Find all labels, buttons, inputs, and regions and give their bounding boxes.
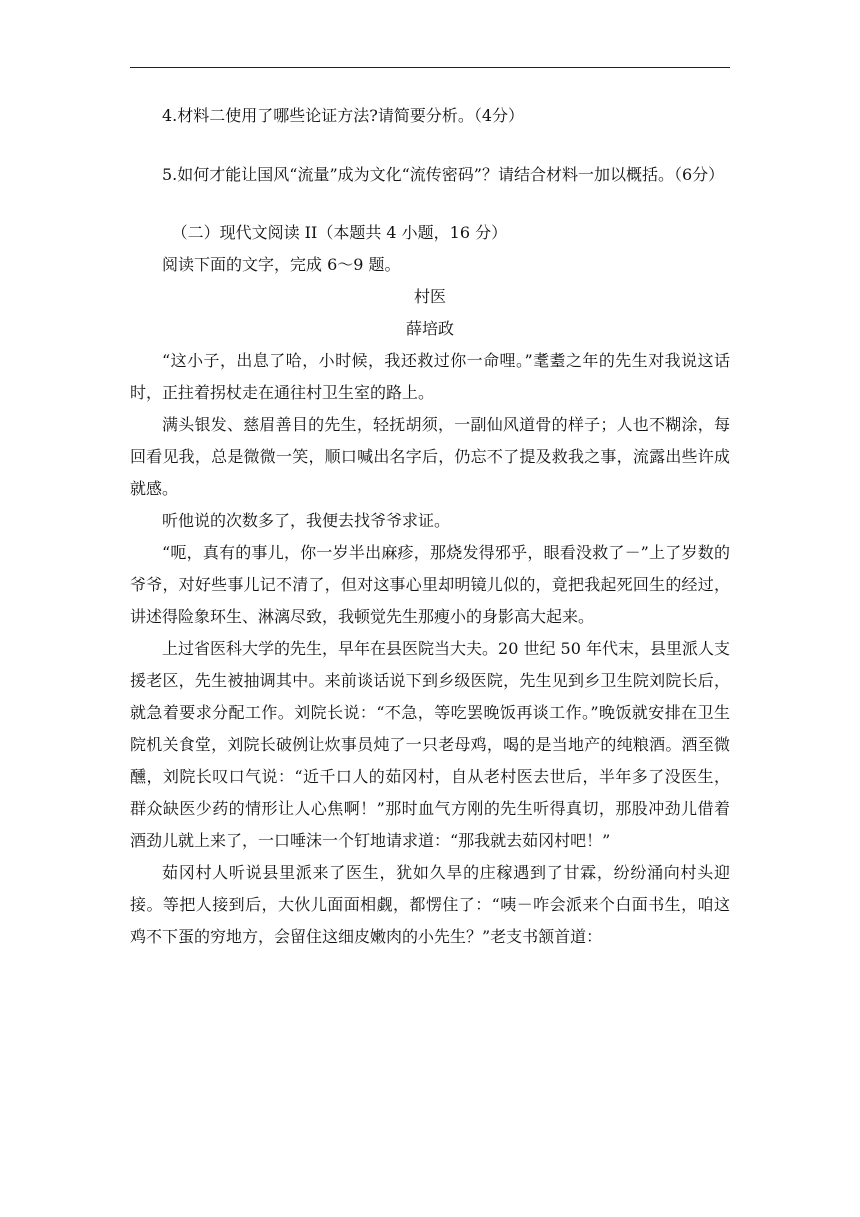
story-paragraph-4: “呃，真有的事儿，你一岁半出麻疹，那烧发得邪乎，眼看没救了－”上了岁数的爷爷，对好些事儿记不清了，但对这事心里却明镜儿似的，竟把我起死回生的经过，讲述得险象环生、淋漓尽致，我顿觉先生那瘦小的身影高大起来。	[130, 543, 730, 626]
question-5: 5.如何才能让国风“流量”成为文化“流传密码”？请结合材料一加以概括。（6分）	[162, 165, 725, 184]
story-paragraph-5: 上过省医科大学的先生，早年在县医院当大夫。20 世纪 50 年代末，县里派人支援老区，先生被抽调其中。来前谈话说下到乡级医院，先生见到乡卫生院刘院长后，就急着要求分配工作。刘院长说：“不急，等吃罢晚饭再谈工作。”晚饭就安排在卫生院机关食堂，刘院长破例让炊事员炖了一只老母鸡，喝的是当地产的纯粮酒。酒至微醺，刘院长叹口气说：“近千口人的茹冈村，自从老村医去世后，半年多了没医生，群众缺医少药的情形让人心焦啊！”那时血气方刚的先生听得真切，那股冲劲儿借着酒劲儿就上来了，一口唾沫一个钉地请求道：“那我就去茹冈村吧！”	[130, 639, 730, 850]
story-paragraph-6: 茹冈村人听说县里派来了医生，犹如久旱的庄稼遇到了甘霖，纷纷涌向村头迎接。等把人接到后，大伙儿面面相觑，都愣住了：“咦－咋会派来个白面书生，咱这鸡不下蛋的穷地方，会留住这细皮嫩肉的小先生？”老支书颔首道：	[130, 863, 730, 946]
question-4: 4.材料二使用了哪些论证方法?请简要分析。（4分）	[162, 106, 525, 125]
story-paragraph-3: 听他说的次数多了，我便去找爷爷求证。	[162, 511, 451, 530]
reading-instruction: 阅读下面的文字，完成 6～9 题。	[162, 255, 401, 274]
story-title: 村医	[413, 287, 446, 306]
page-content	[130, 100, 730, 953]
story-paragraph-1: “这小子，出息了哈，小时候，我还救过你一命哩。”耄耋之年的先生对我说这话时，正拄着拐杖走在通往村卫生室的路上。	[130, 351, 730, 402]
story-paragraph-2: 满头银发、慈眉善目的先生，轻抚胡须，一副仙风道骨的样子；人也不糊涂，每回看见我，总是微微一笑，顺口喊出名字后，仍忘不了提及救我之事，流露出些许成就感。	[130, 415, 730, 498]
section-heading: （二）现代文阅读 II（本题共 4 小题，16 分）	[171, 223, 508, 242]
story-author: 薛培政	[405, 319, 454, 338]
header-rule	[130, 67, 730, 68]
